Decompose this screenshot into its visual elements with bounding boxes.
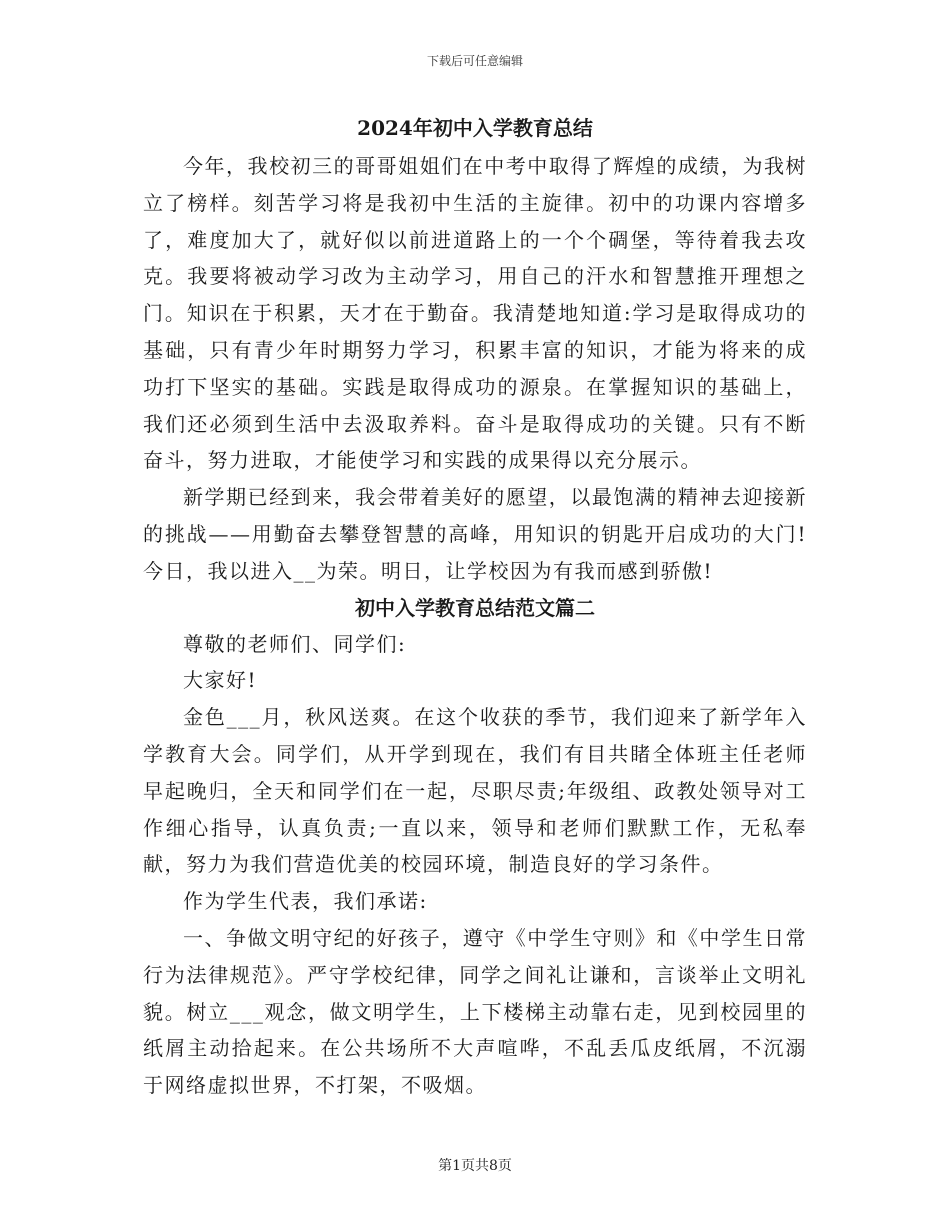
section-title: 初中入学教育总结范文篇二 [355, 595, 595, 620]
paragraph: 今年，我校初三的哥哥姐姐们在中考中取得了辉煌的成绩，为我树立了榜样。刻苦学习将是我初中生活的主旋律。初中的功课内容增多了，难度加大了，就好似以前进道路上的一个个碉堡，等待着我去攻克。我要将被动学习改为主动学习，用自己的汗水和智慧推开理想之门。知识在于积累，天才在于勤奋。我清楚地知道:学习是取得成功的基础，只有青少年时期努力学习，积累丰富的知识，才能为将来的成功打下坚实的基础。实践是取得成功的源泉。在掌握知识的基础上，我们还必须到生活中去汲取养料。奋斗是取得成功的关键。只有不断奋斗，努力进取，才能使学习和实践的成果得以充分展示。 [143, 154, 807, 473]
document-title: 2024年初中入学教育总结 [357, 116, 593, 140]
header-note: 下载后可任意编辑 [426, 54, 523, 68]
paragraph: 金色___月，秋风送爽。在这个收获的季节，我们迎来了新学年入学教育大会。同学们，从开学到现在，我们有目共睹全体班主任老师早起晚归，全天和同学们在一起，尽职尽责;年级组、政教处领导对工作细心指导，认真负责;一直以来，领导和老师们默默工作，无私奉献，努力为我们营造优美的校园环境，制造良好的学习条件。 [143, 705, 807, 877]
paragraph: 新学期已经到来，我会带着美好的愿望，以最饱满的精神去迎接新的挑战——用勤奋去攀登智慧的高峰，用知识的钥匙开启成功的大门!今日，我以进入__为荣。明日，让学校因为有我而感到骄傲! [143, 485, 807, 583]
paragraph: 大家好! [183, 668, 258, 693]
page-number: 第1页共8页 [438, 1158, 512, 1174]
paragraph: 作为学生代表，我们承诺: [183, 889, 428, 914]
paragraph: 尊敬的老师们、同学们: [183, 631, 407, 656]
document-body [143, 112, 807, 1104]
paragraph: 一、争做文明守纪的好孩子，遵守《中学生守则》和《中学生日常行为法律规范》。严守学校纪律，同学之间礼让谦和，言谈举止文明礼貌。树立___观念，做文明学生，上下楼梯主动靠右走，见到校园里的纸屑主动拾起来。在公共场所不大声喧哗，不乱丢瓜皮纸屑，不沉溺于网络虚拟世界，不打架，不吸烟。 [143, 925, 807, 1098]
